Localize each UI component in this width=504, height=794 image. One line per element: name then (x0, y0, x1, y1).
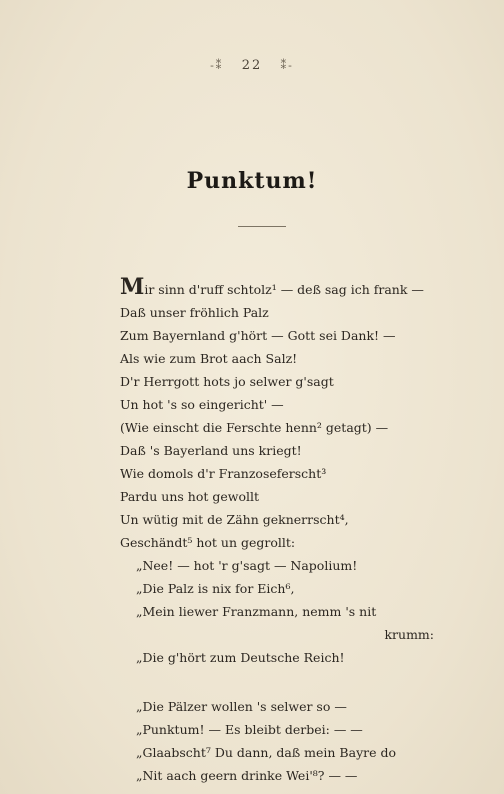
poem-line: Pardu uns hot gewollt (120, 489, 260, 504)
poem-line: Daß unser fröhlich Palz (120, 305, 269, 320)
poem-line: Zum Bayernland g'hört — Gott sei Dank! — (120, 328, 396, 343)
poem-line: Daß 's Bayerland uns kriegt! (120, 443, 302, 458)
stanza-2 (120, 695, 440, 787)
poem-line: „Nit aach geern drinke Wei'⁸? — — (136, 768, 358, 783)
poem-line: „Die Pälzer wollen 's selwer so — (136, 699, 347, 714)
poem-line: krumm: (384, 627, 434, 642)
poem-line-first (120, 274, 440, 301)
poem-line: „Glaabscht⁷ Du dann, daß mein Bayre do (136, 745, 397, 760)
title-divider (238, 226, 286, 227)
poem-line: „Nee! — hot 'r g'sagt — Napolium! (136, 558, 358, 573)
poem-line: Un wütig mit de Zähn geknerrscht⁴, (120, 512, 349, 527)
poem-body (120, 274, 440, 787)
poem-title: Punktum! (186, 168, 318, 194)
poem-line: Wie domols d'r Franzoseferscht³ (120, 466, 327, 481)
left-ornament: -⁑ (210, 59, 224, 72)
stanza-gap (120, 669, 440, 695)
poem-line: (Wie einscht die Ferschte henn² getagt) — (120, 420, 389, 435)
poem-line: Geschändt⁵ hot un gegrollt: (120, 535, 296, 550)
page-number: 22 (241, 58, 263, 73)
right-ornament: ⁑- (280, 59, 294, 72)
stanza-1 (120, 301, 440, 669)
drop-cap: M (120, 274, 145, 300)
poem-line: „Die Palz is nix for Eich⁶, (136, 581, 295, 596)
page-header (0, 58, 504, 73)
poem-line-first-text: ir sinn d'ruff schtolz¹ — deß sag ich frank — (144, 282, 424, 297)
poem-line: Als wie zum Brot aach Salz! (120, 351, 298, 366)
poem-line: „Die g'hört zum Deutsche Reich! (136, 650, 345, 665)
poem-line: „Mein liewer Franzmann, nemm 's nit (136, 604, 377, 619)
poem-line: Un hot 's so eingericht' — (120, 397, 284, 412)
poem-line: „Punktum! — Es bleibt derbei: — — (136, 722, 363, 737)
poem-line: D'r Herrgott hots jo selwer g'sagt (120, 374, 334, 389)
